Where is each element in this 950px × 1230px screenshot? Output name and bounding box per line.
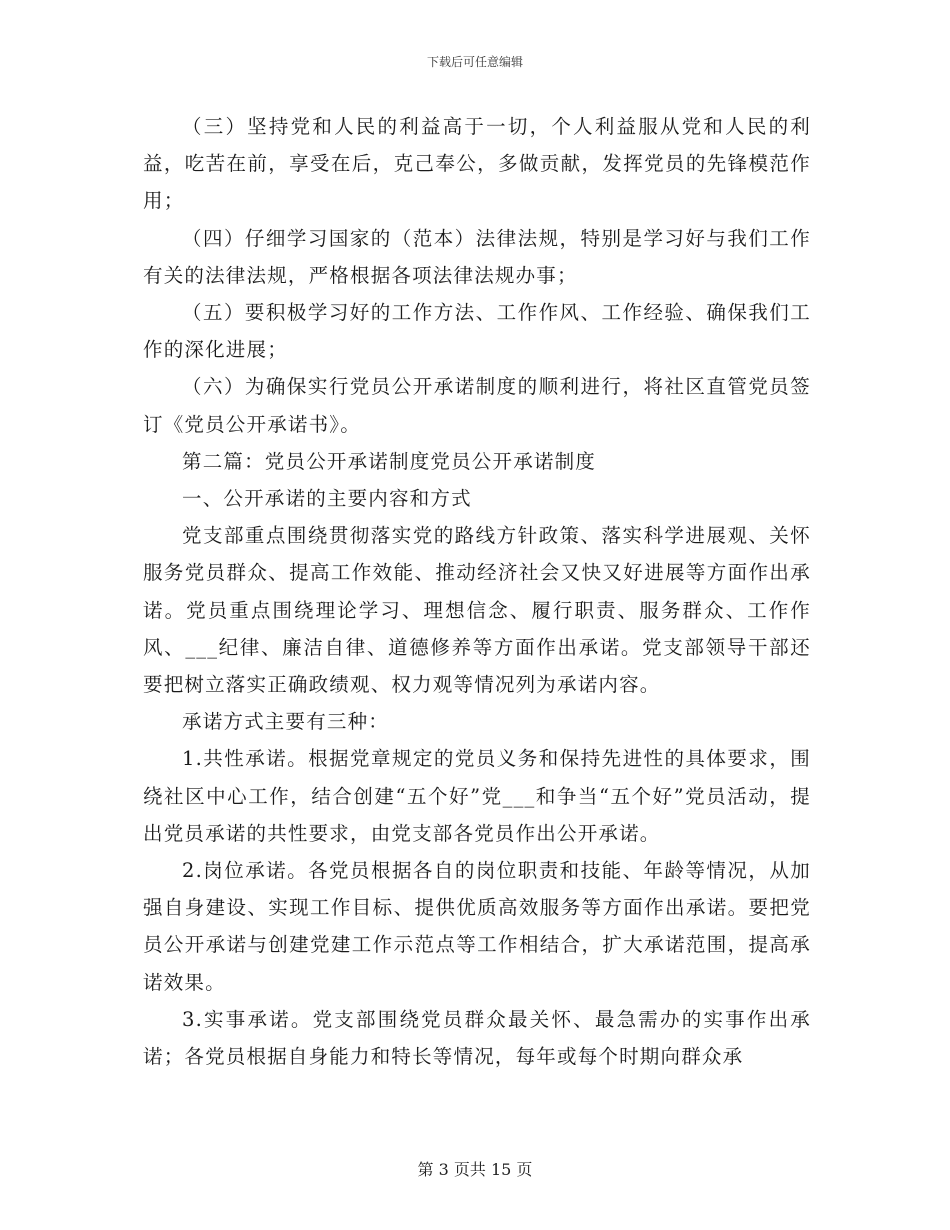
list-item: 3.实事承诺。党支部围绕党员群众最关怀、最急需办的实事作出承诺；各党员根据自身能力和特长等情况，每年或每个时期向群众承 [143,1007,811,1069]
paragraph: 承诺方式主要有三种： [182,710,390,734]
subsection-heading: 一、公开承诺的主要内容和方式 [182,487,472,511]
paragraph: （三）坚持党和人民的利益高于一切，个人利益服从党和人民的利益，吃苦在前，享受在后，克己奉公，多做贡献，发挥党员的先锋模范作用； [143,115,811,213]
paragraph: （五）要积极学习好的工作方法、工作作风、工作经验、确保我们工作的深化进展； [143,301,811,362]
list-item: 2.岗位承诺。各党员根据各自的岗位职责和技能、年龄等情况，从加强自身建设、实现工作目标、提供优质高效服务等方面作出承诺。要把党员公开承诺与创建党建工作示范点等工作相结合，扩大承诺范围，提高承诺效果。 [143,859,811,994]
document-body [143,108,811,1075]
page-header-note: 下载后可任意编辑 [426,55,523,69]
paragraph: 党支部重点围绕贯彻落实党的路线方针政策、落实科学进展观、关怀服务党员群众、提高工作效能、推动经济社会又快又好进展等方面作出承诺。党员重点围绕理论学习、理想信念、履行职责、服务群众、工作作风、___纪律、廉洁自律、道德修养等方面作出承诺。党支部领导干部还要把树立落实正确政绩观、权力观等情况列为承诺内容。 [143,524,811,697]
list-item: 1.共性承诺。根据党章规定的党员义务和保持先进性的具体要求，围绕社区中心工作，结合创建“五个好”党___和争当“五个好”党员活动，提出党员承诺的共性要求，由党支部各党员作出公开承诺。 [143,747,811,845]
paragraph: （六）为确保实行党员公开承诺制度的顺利进行，将社区直管党员签订《党员公开承诺书》。 [143,375,811,436]
page-number: 第 3 页共 15 页 [417,1160,533,1179]
paragraph: （四）仔细学习国家的（范本）法律法规，特别是学习好与我们工作有关的法律法规，严格根据各项法律法规办事； [143,226,811,287]
section-heading: 第二篇：党员公开承诺制度党员公开承诺制度 [182,449,597,473]
